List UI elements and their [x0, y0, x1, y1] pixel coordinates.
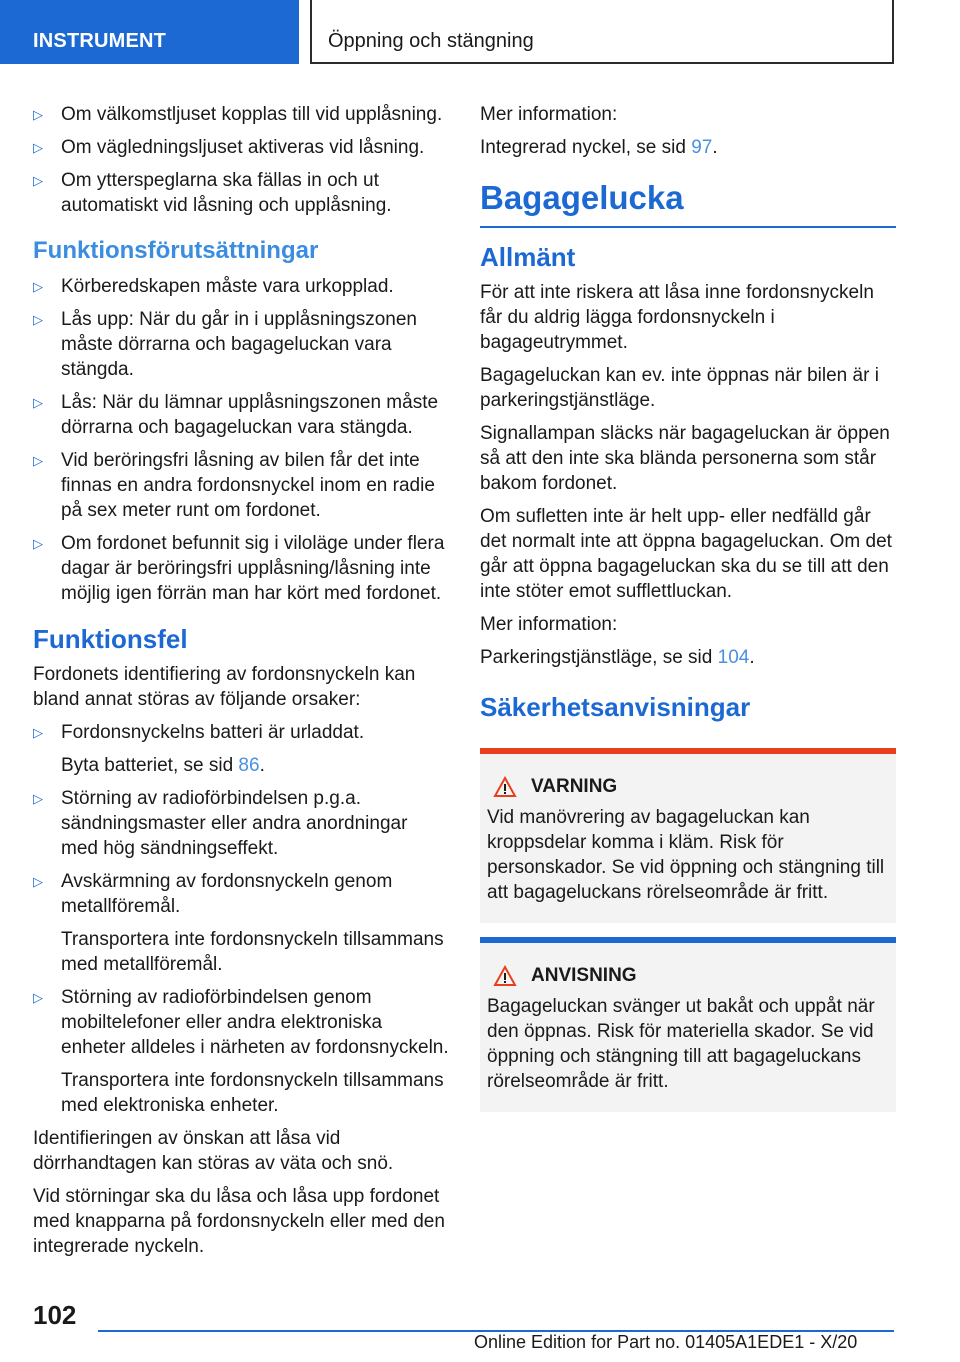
- paragraph-buttons: Vid störningar ska du låsa och låsa upp fordonet med knapparna på fordonsnyckeln eller med den integrerade nyckeln.: [33, 1186, 445, 1257]
- list-item: ▷ Om välkomstljuset kopplas till vid upplåsning.: [33, 104, 443, 125]
- heading-malfunction: Funktionsfel: [33, 624, 188, 654]
- cross-reference: Parkeringstjänstläge, se sid 104.: [480, 647, 755, 668]
- list-item: ▷ Fordonsnyckelns batteri är urladdat.: [33, 722, 365, 743]
- bullet-triangle-icon: ▷: [33, 395, 43, 410]
- heading-trunk: Bagagelucka: [480, 178, 896, 228]
- paragraph: Signallampan släcks när bagageluckan är öppen så att den inte ska blända personerna som står bakom fordonet.: [480, 423, 890, 494]
- list-item: ▷ Avskärmning av fordonsnyckeln genom metallföremål.: [33, 871, 393, 917]
- paragraph: För att inte riskera att låsa inne fordonsnyckeln får du aldrig lägga fordonsnyckeln i bagageutrymmet.: [480, 282, 874, 353]
- heading-safety: Säkerhetsanvisningar: [480, 692, 751, 722]
- sub-paragraph: Transportera inte fordonsnyckeln tillsammans med metallföremål.: [61, 929, 444, 975]
- heading-general: Allmänt: [480, 242, 576, 272]
- bullet-triangle-icon: ▷: [33, 173, 43, 188]
- notice-header: [487, 963, 888, 988]
- bullet-triangle-icon: ▷: [33, 536, 43, 551]
- notice-text: Bagageluckan svänger ut bakåt och uppåt när den öppnas. Risk för materiella skador. Se vid öppning och stängning till att bagageluckans rörelseområde är fritt.: [487, 996, 875, 1092]
- warning-box: [480, 748, 896, 923]
- paragraph-weather: Identifieringen av önskan att låsa vid dörrhandtagen kan störas av väta och snö.: [33, 1128, 394, 1174]
- section-tab: [0, 0, 299, 64]
- bullet-triangle-icon: ▷: [33, 791, 43, 806]
- bullet-triangle-icon: ▷: [33, 990, 43, 1005]
- warning-title: VARNING: [531, 776, 618, 797]
- list-item: ▷ Vid beröringsfri låsning av bilen får det inte finnas en andra fordonsnyckel inom en radie på sex meter runt om fordonet.: [33, 450, 435, 521]
- list-item: ▷ Körberedskapen måste vara urkopplad.: [33, 276, 394, 297]
- notice-box: [480, 937, 896, 1112]
- paragraph: Om sufletten inte är helt upp- eller nedfälld går det normalt inte att öppna bagageluckan. Om det går att öppna bagageluckan ska du se till att den inte stöter emot sufflettluckan.: [480, 506, 892, 602]
- list-item: ▷ Lås upp: När du går in i upplåsningszonen måste dörrarna och bagageluckan vara stängda.: [33, 309, 417, 380]
- sub-paragraph: Byta batteriet, se sid 86.: [61, 755, 265, 776]
- cross-reference: Integrerad nyckel, se sid 97.: [480, 137, 718, 158]
- page-number: 102: [33, 1300, 77, 1330]
- malfunction-intro: Fordonets identifiering av fordonsnyckeln kan bland annat störas av följande orsaker:: [33, 664, 416, 710]
- section-label: INSTRUMENT: [33, 30, 167, 52]
- page-link[interactable]: 86: [238, 755, 260, 776]
- list-item: ▷ Om fordonet befunnit sig i viloläge under flera dagar är beröringsfri upplåsning/låsning inte möjlig igen förrän man har kört med fordonet.: [33, 533, 445, 604]
- warning-triangle-icon: [493, 776, 517, 798]
- chapter-header: [310, 0, 894, 64]
- edition-note: Online Edition for Part no. 01405A1EDE1 - X/20: [474, 1332, 858, 1352]
- sub-paragraph: Transportera inte fordonsnyckeln tillsammans med elektroniska enheter.: [61, 1070, 444, 1116]
- page-link[interactable]: 104: [717, 647, 750, 668]
- warning-text: Vid manövrering av bagageluckan kan kroppsdelar komma i kläm. Risk för personskador. Se vid öppning och stängning till att bagageluckans rörelseområde är fritt.: [487, 807, 885, 903]
- bullet-triangle-icon: ▷: [33, 140, 43, 155]
- warning-header: [487, 774, 888, 799]
- right-column: [480, 102, 896, 1126]
- heading-preconditions: Funktionsförutsättningar: [33, 237, 319, 264]
- chapter-title: Öppning och stängning: [328, 30, 534, 52]
- list-item: ▷ Lås: När du lämnar upplåsningszonen måste dörrarna och bagageluckan vara stängda.: [33, 392, 439, 438]
- left-column: [33, 102, 449, 1267]
- bullet-triangle-icon: ▷: [33, 312, 43, 327]
- notice-triangle-icon: [493, 965, 517, 987]
- paragraph: Bagageluckan kan ev. inte öppnas när bilen är i parkeringstjänstläge.: [480, 365, 879, 411]
- bullet-triangle-icon: ▷: [33, 107, 43, 122]
- bullet-triangle-icon: ▷: [33, 874, 43, 889]
- page-link[interactable]: 97: [691, 137, 713, 158]
- bullet-triangle-icon: ▷: [33, 279, 43, 294]
- notice-title: ANVISNING: [531, 965, 637, 986]
- list-item: ▷ Störning av radioförbindelsen p.g.a. sändningsmaster eller andra anordningar med hög sändningseffekt.: [33, 788, 408, 859]
- more-info-label: Mer information:: [480, 104, 618, 125]
- bullet-triangle-icon: ▷: [33, 725, 43, 740]
- list-item: ▷ Störning av radioförbindelsen genom mobiltelefoner eller andra elektroniska enheter alldeles i närheten av fordonsnyckeln.: [33, 987, 449, 1058]
- more-info-label: Mer information:: [480, 614, 618, 635]
- bullet-triangle-icon: ▷: [33, 453, 43, 468]
- list-item: ▷ Om ytterspeglarna ska fällas in och ut automatiskt vid låsning och upplåsning.: [33, 170, 392, 216]
- list-item: ▷ Om vägledningsljuset aktiveras vid låsning.: [33, 137, 425, 158]
